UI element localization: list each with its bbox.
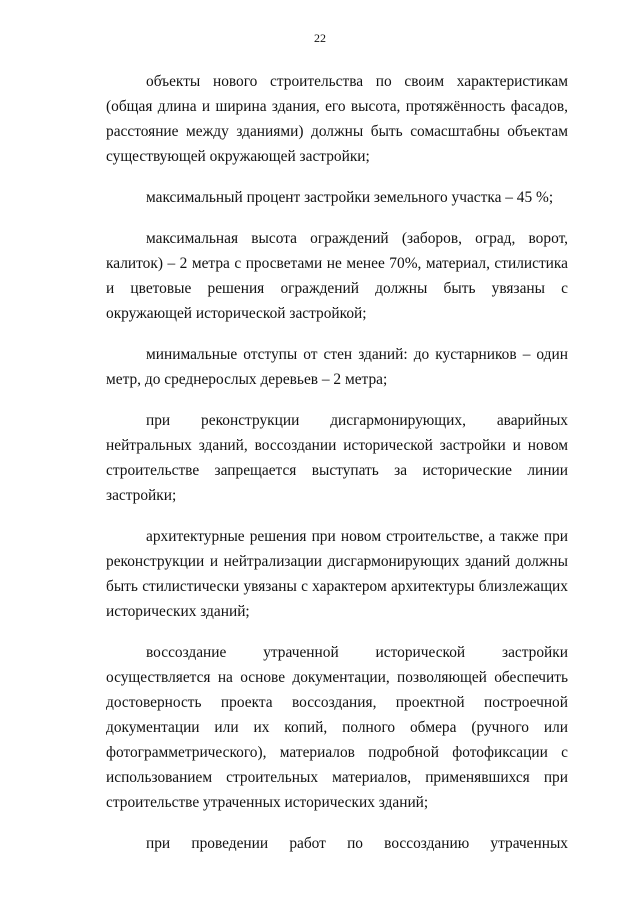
paragraph-reconstruction-works: при проведении работ по воссозданию утраченных [146,835,568,852]
page-number: 22 [314,31,326,45]
paragraph-min-setbacks: минимальные отступы от стен зданий: до кустарников – один метр, до среднерослых деревьев – 2 метра; [106,346,568,388]
paragraph-building-lines: при реконструкции дисгармонирующих, аварийных нейтральных зданий, воссоздании исторической застройки и новом строительстве запрещается выступать за исторические линии застройки; [106,412,568,504]
paragraph-max-coverage: максимальный процент застройки земельного участка – 45 %; [146,189,554,206]
document-body [106,69,568,872]
paragraph-reconstruction-documentation: воссоздание утраченной исторической застройки осуществляется на основе документации, позволяющей обеспечить достоверность проекта воссоздания, проектной построечной документации или их копий, полного обмера (ручного или фотограмметрического), материалов подробной фотофиксации с использованием строительных материалов, применявшихся при строительстве утраченных исторических зданий; [106,644,568,811]
paragraph-architectural-solutions: архитектурные решения при новом строительстве, а также при реконструкции и нейтрализации дисгармонирующих зданий должны быть стилистически увязаны с характером архитектуры близлежащих исторических зданий; [106,528,568,620]
paragraph-building-scale: объекты нового строительства по своим характеристикам (общая длина и ширина здания, его высота, протяжённость фасадов, расстояние между зданиями) должны быть сомасштабны объектам существующей окружающей застройки; [106,73,568,165]
paragraph-fence-height: максимальная высота ограждений (заборов, оград, ворот, калиток) – 2 метра с просветами не менее 70%, материал, стилистика и цветовые решения ограждений должны быть увязаны с окружающей исторической застройкой; [106,230,568,322]
